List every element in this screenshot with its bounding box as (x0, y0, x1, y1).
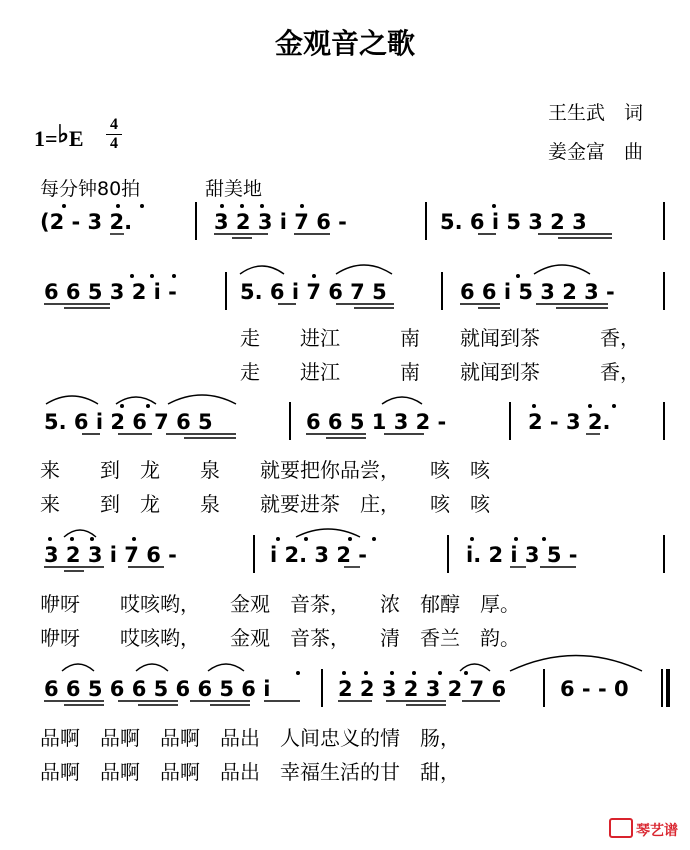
row3-measure3: 2 - 3 2. (528, 410, 611, 434)
row1-measure1: (2 - 3 2. (40, 210, 133, 234)
row3-lyric-verse2: 来 到 龙 泉 就要进茶 庄， 咳 咳 (40, 492, 490, 516)
row2-measure1: 6 6 5 3 2 i - (44, 280, 177, 304)
tempo-marking: 每分钟80拍 (40, 178, 141, 200)
row5-measure1: 6 6 5 6 6 5 6 6 5 6 i (44, 677, 271, 701)
row4-lyric-verse2: 咿呀 哎咳哟， 金观 音茶， 清 香兰 韵。 (40, 626, 520, 650)
barlines (196, 202, 664, 707)
row4-measure1: 3 2 3 i 7 6 - (44, 543, 177, 567)
row5-lyric-verse2: 品啊 品啊 品啊 品出 幸福生活的甘 甜， (40, 760, 460, 784)
meter-denominator: 4 (110, 135, 118, 152)
row1-measure2: 3 2 3 i 7 6 - (214, 210, 347, 234)
underlines (44, 234, 612, 705)
watermark-text: 琴艺谱 (636, 823, 678, 839)
row2-lyric-verse2: 走 进江 南 就闻到茶 香， (240, 360, 640, 384)
row2-lyric-verse1: 走 进江 南 就闻到茶 香， (240, 326, 640, 350)
flat-symbol: ♭ (57, 122, 69, 148)
row5-lyric-verse1: 品啊 品啊 品啊 品出 人间忠义的情 肠， (40, 726, 460, 750)
row5-measure3: 6 - - 0 (560, 677, 629, 701)
row4-measure3: i. 2 i 3 5 - (466, 543, 578, 567)
row1-measure3: 5. 6 i 5 3 2 3 (440, 210, 587, 234)
song-title: 金观音之歌 (274, 27, 415, 60)
row5-measure2: 2 2 3 2 3 2 7 6 (338, 677, 507, 701)
watermark-logo (609, 818, 678, 840)
row2-measure3: 6 6 i 5 3 2 3 - (460, 280, 615, 304)
lyricist-credit: 王生武 词 (548, 102, 644, 124)
composer-credit: 姜金富 曲 (548, 141, 644, 163)
row3-lyric-verse1: 来 到 龙 泉 就要把你品尝， 咳 咳 (40, 458, 490, 482)
expression-marking: 甜美地 (205, 178, 263, 200)
row4-lyric-verse1: 咿呀 哎咳哟， 金观 音茶， 浓 郁醇 厚。 (40, 592, 520, 616)
row3-measure2: 6 6 5 1 3 2 - (306, 410, 447, 434)
row2-measure2: 5. 6 i 7 6 7 5 (240, 280, 387, 304)
row3-measure1: 5. 6 i 2 6 7 6 5 (44, 410, 213, 434)
key-letter: E (68, 126, 84, 151)
key-prefix: 1= (34, 126, 58, 151)
slurs (46, 265, 642, 671)
meter-numerator: 4 (110, 116, 118, 133)
row4-measure2: i 2. 3 2 - (270, 543, 367, 567)
octave-dots (48, 204, 616, 675)
logo-icon (609, 818, 633, 838)
